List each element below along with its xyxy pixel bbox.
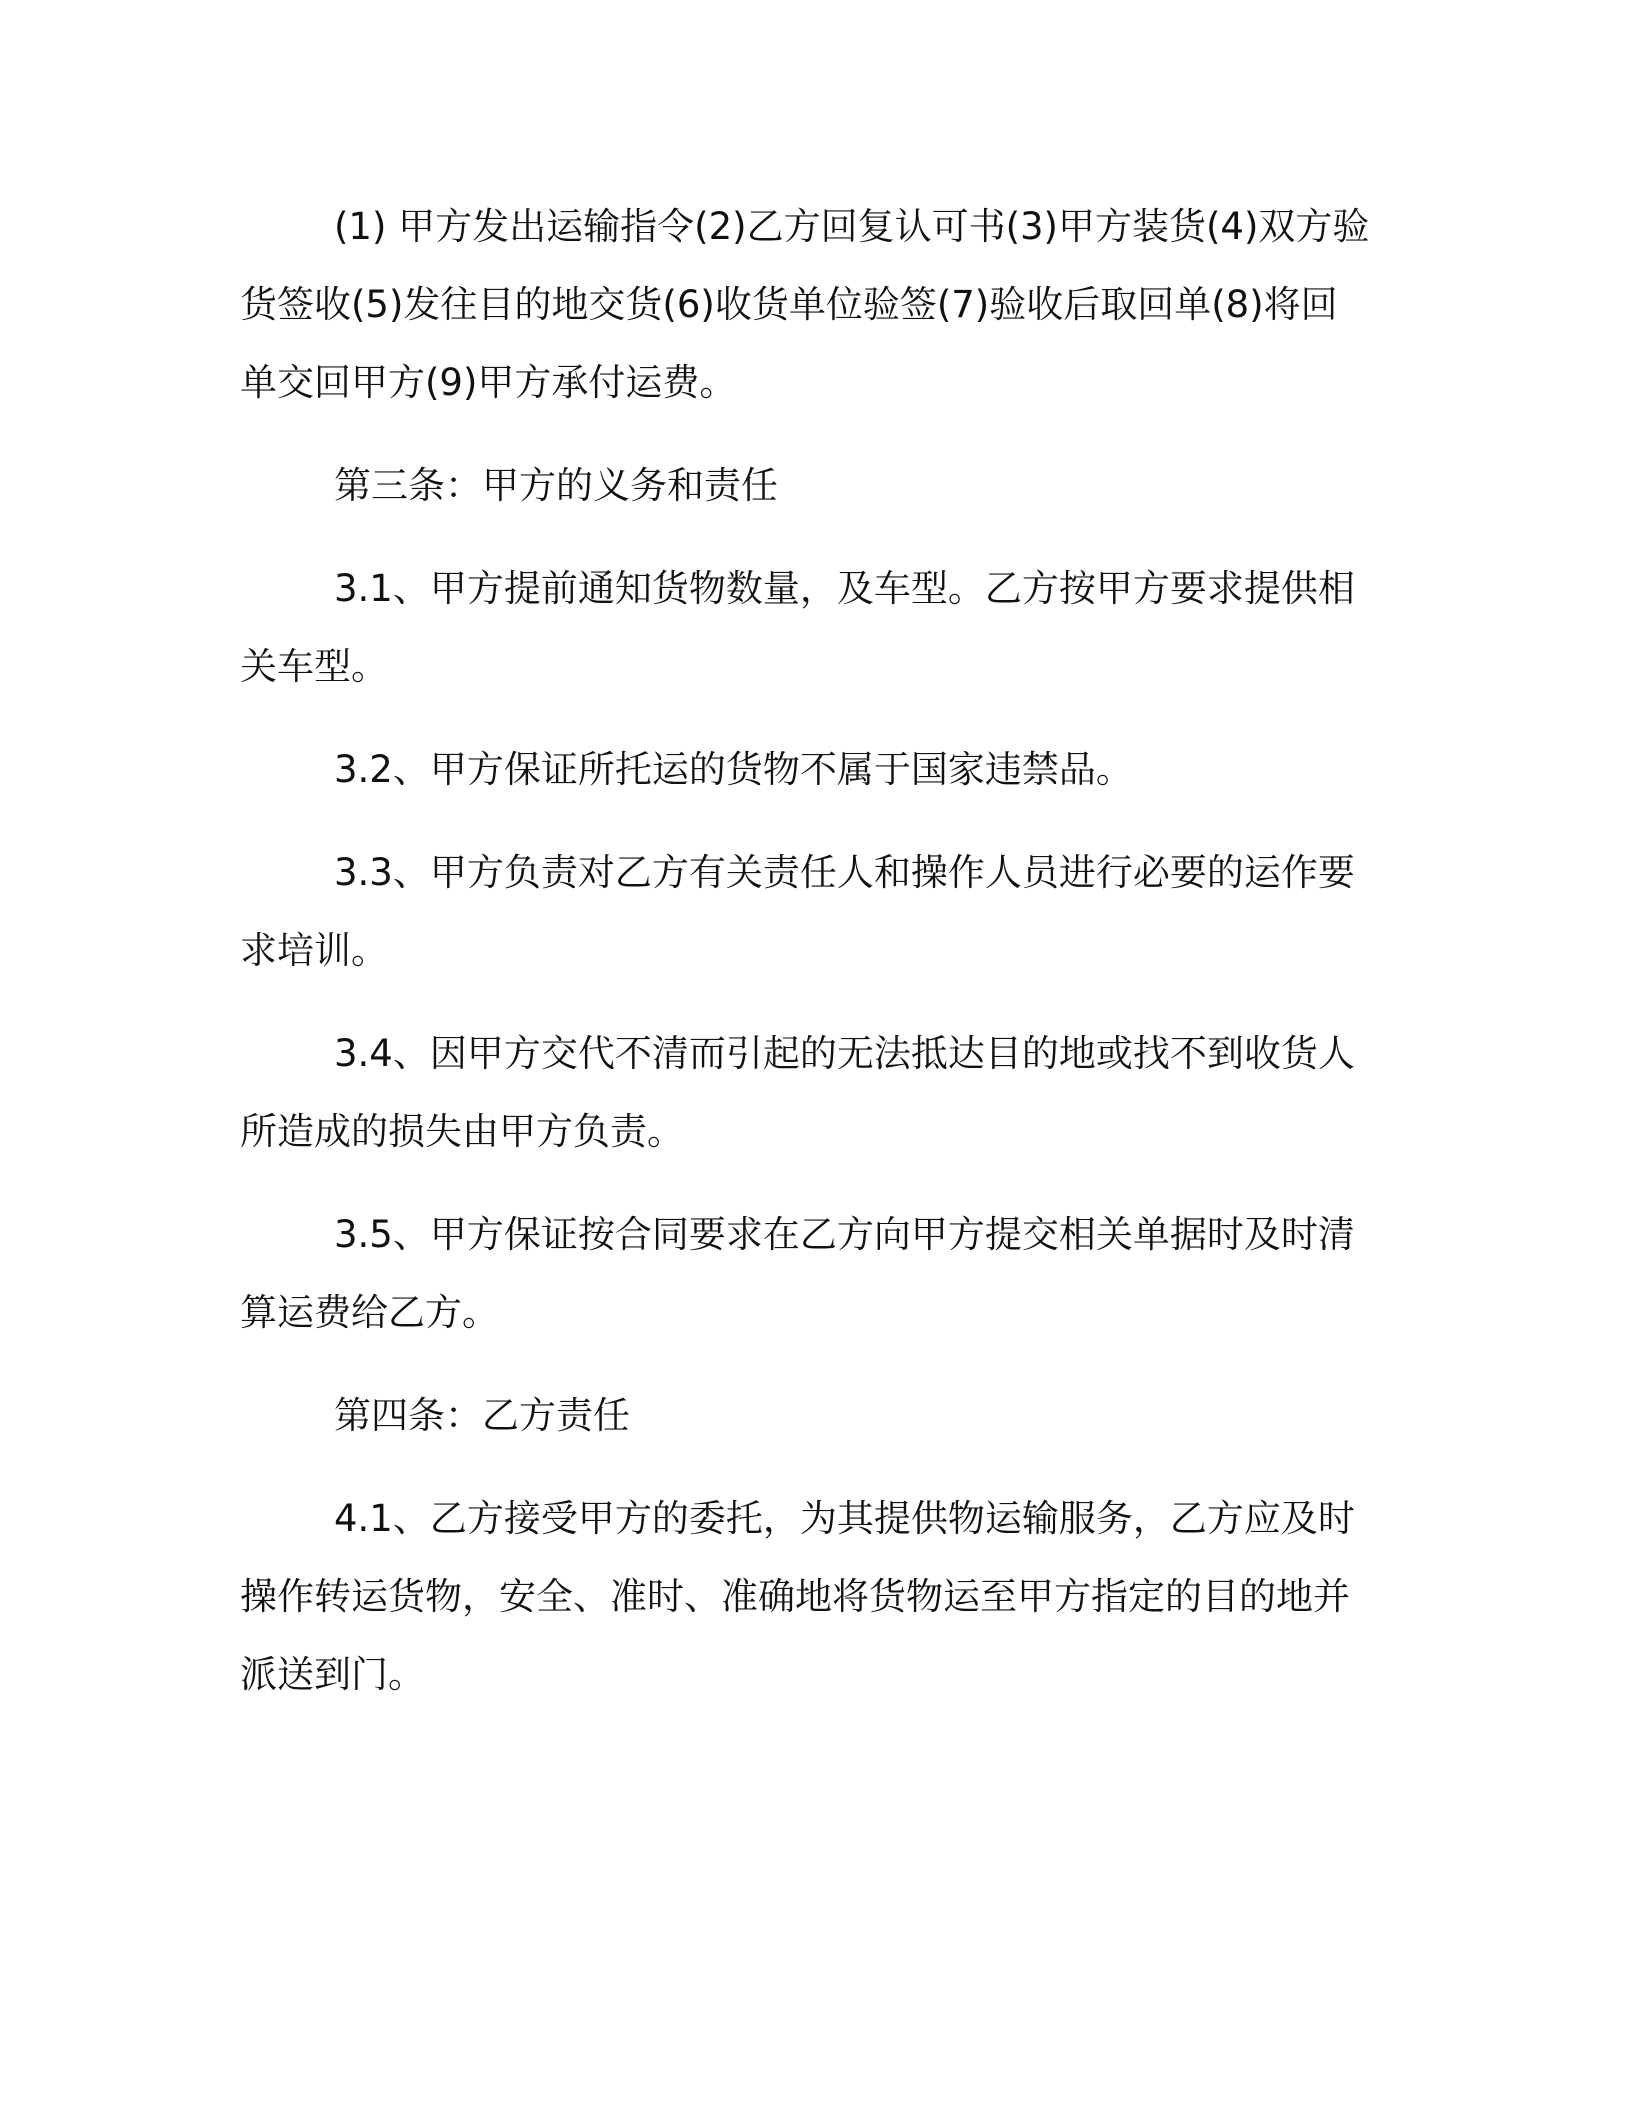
paragraph-3-5: 3.5、甲方保证按合同要求在乙方向甲方提交相关单据时及时清算运费给乙方。 (240, 1213, 1355, 1334)
paragraph-transport-procedure: (1) 甲方发出运输指令(2)乙方回复认可书(3)甲方装货(4)双方验货签收(5)发往目的地交货(6)收货单位验签(7)验收后取回单(8)将回单交回甲方(9)甲方承付运费。 (240, 205, 1370, 404)
paragraph-3-2: 3.2、甲方保证所托运的货物不属于国家违禁品。 (334, 748, 1133, 791)
paragraph-3-3: 3.3、甲方负责对乙方有关责任人和操作人员进行必要的运作要求培训。 (240, 851, 1355, 972)
paragraph-4-1: 4.1、乙方接受甲方的委托，为其提供物运输服务，乙方应及时操作转运货物，安全、准时、准确地将货物运至甲方指定的目的地并派送到门。 (240, 1497, 1355, 1696)
heading-article-3: 第三条：甲方的义务和责任 (334, 464, 778, 507)
heading-article-4: 第四条：乙方责任 (334, 1394, 630, 1437)
document-body (240, 188, 1370, 1739)
paragraph-3-4: 3.4、因甲方交代不清而引起的无法抵达目的地或找不到收货人所造成的损失由甲方负责。 (240, 1032, 1355, 1153)
paragraph-3-1: 3.1、甲方提前通知货物数量，及车型。乙方按甲方要求提供相关车型。 (240, 567, 1355, 688)
